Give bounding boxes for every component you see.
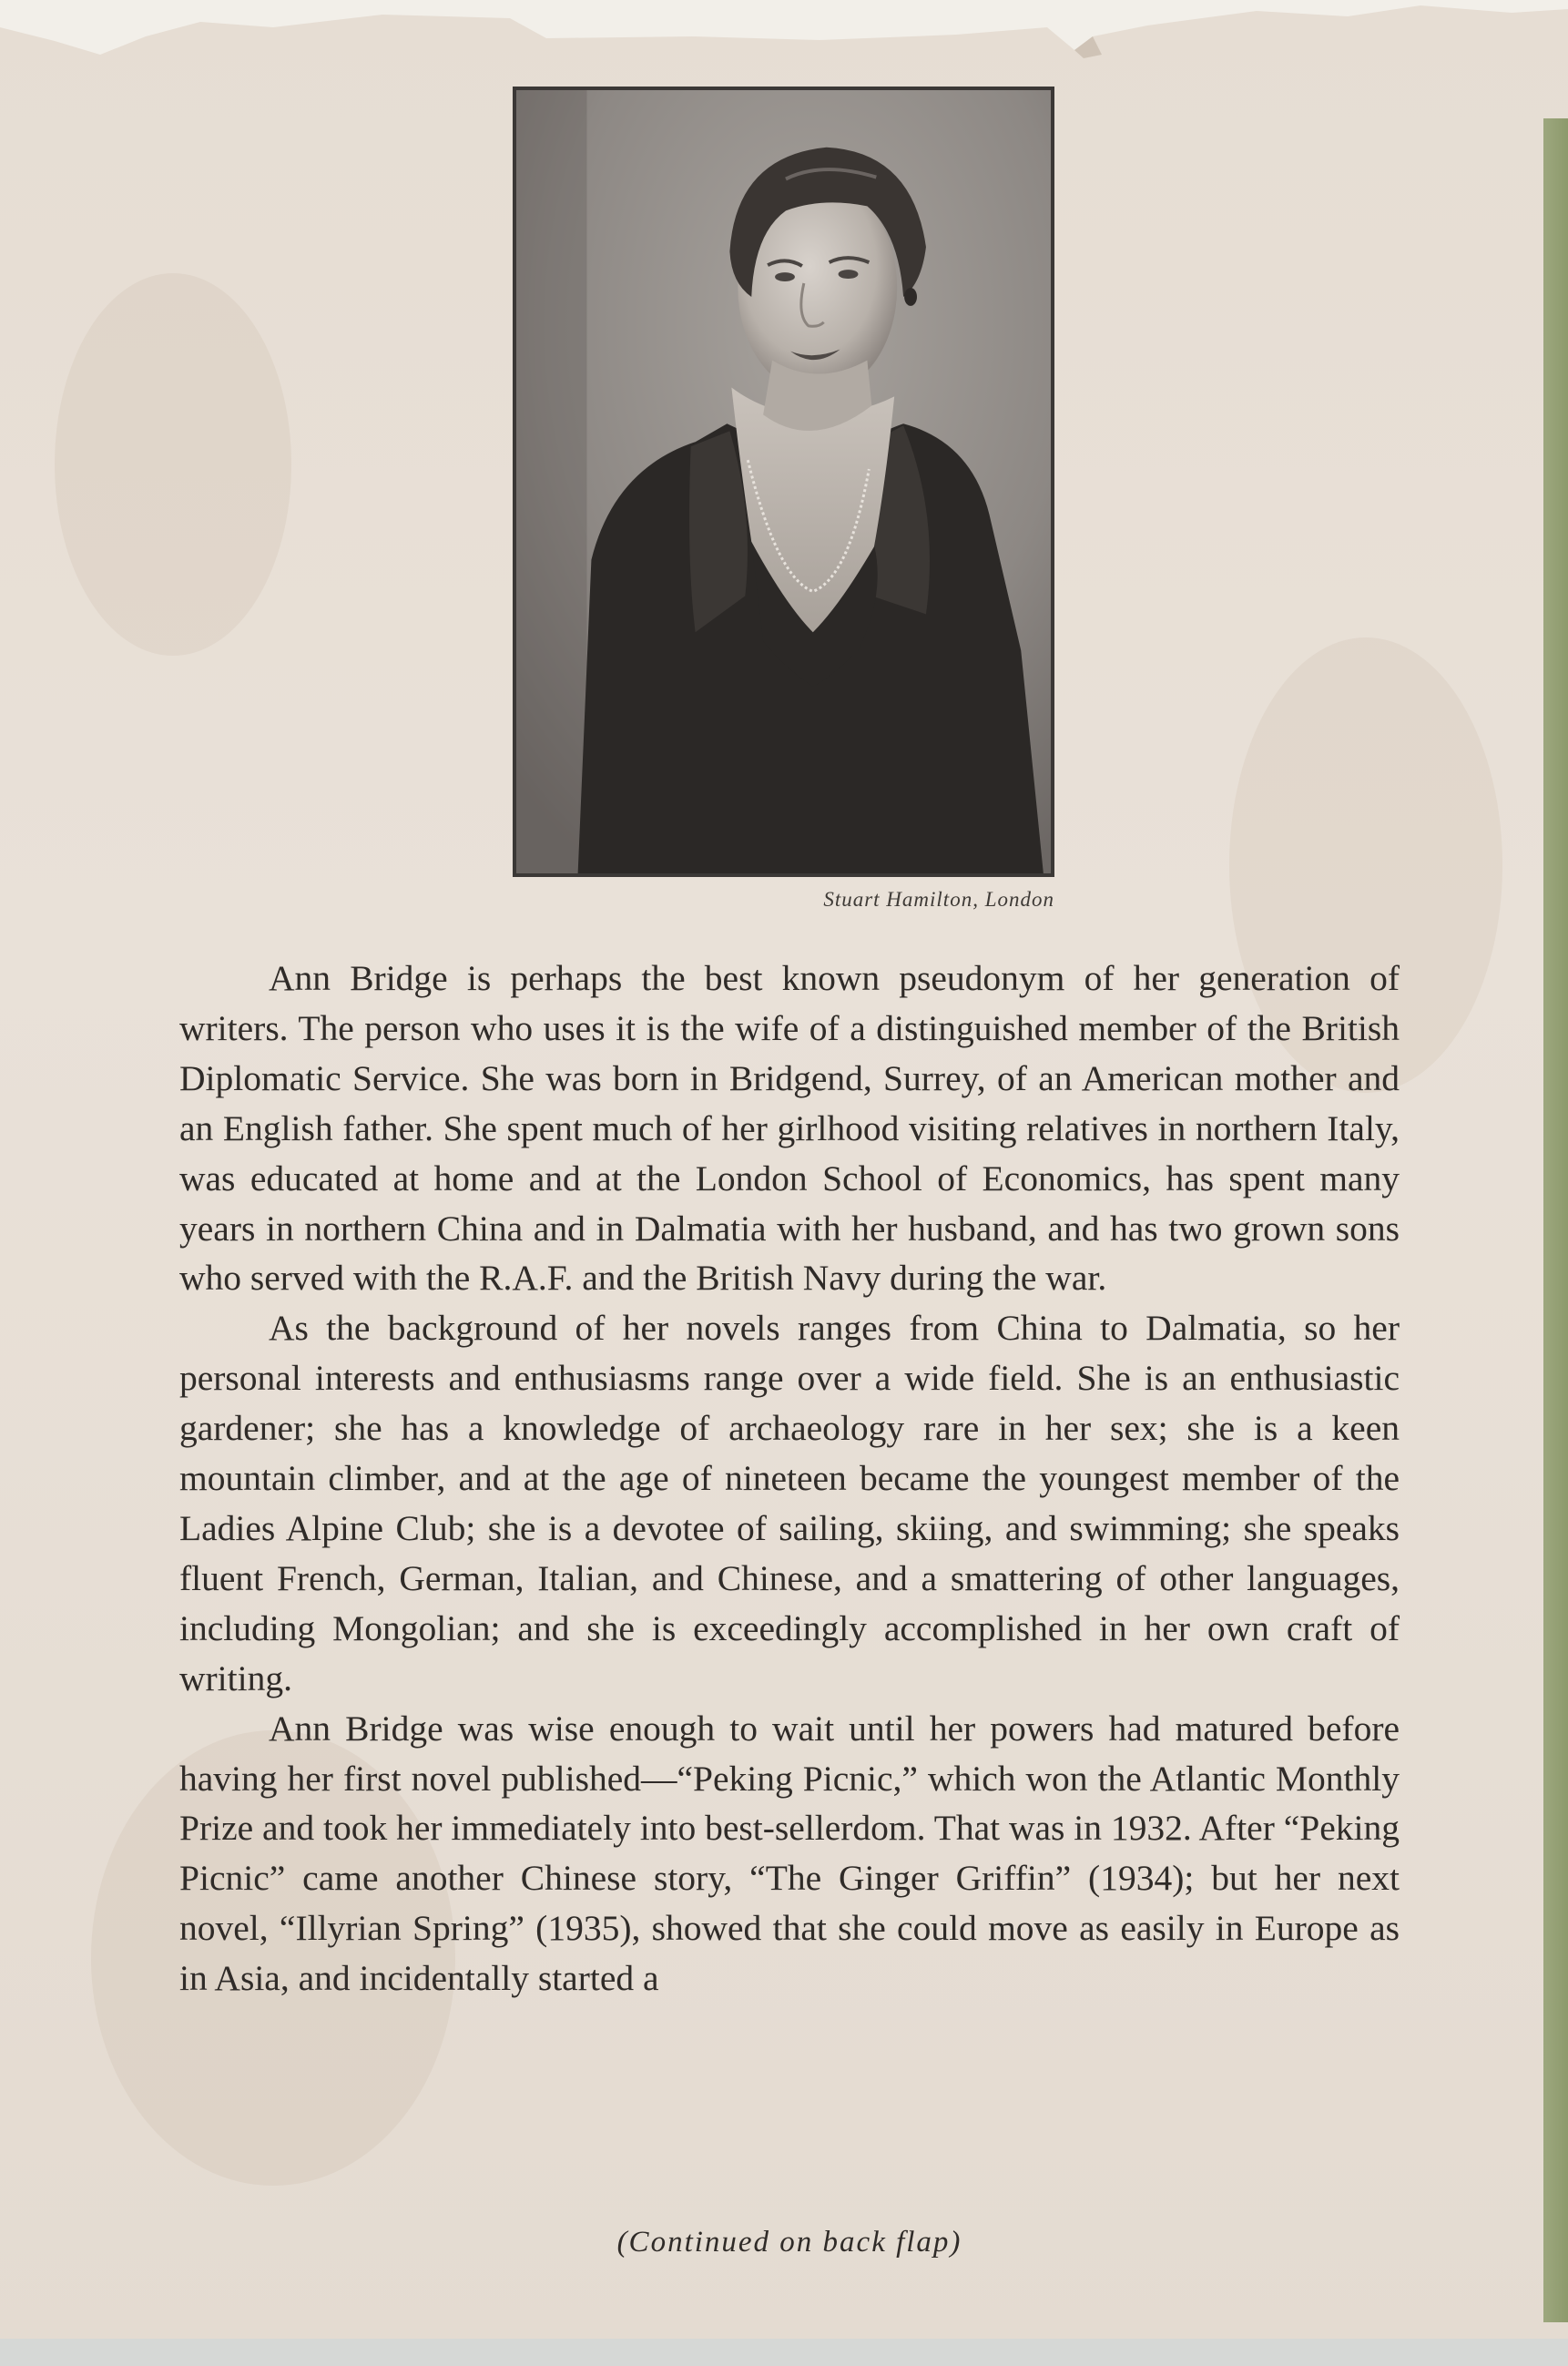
portrait-image [514,88,1053,875]
torn-top-edge [0,0,1568,64]
author-biography [179,954,1400,2004]
spine-edge [1543,118,1568,2322]
author-portrait [513,87,1054,877]
scan-background [0,2339,1568,2366]
bio-paragraph-2: As the background of her novels ranges from China to Dalmatia, so her personal interests and enthusiasms range over a wide field. She is an enthusiastic gardener; she has a knowledge of archaeology rare in her sex; she is a keen mountain climber, and at the age of nineteen became the youngest member of the Ladies Alpine Club; she is a devotee of sailing, skiing, and swimming; she speaks fluent French, German, Italian, and Chinese, and a smattering of other languages, including Mongolian; and she is exceedingly accomplished in her own craft of writing. [179,1308,1400,1698]
bio-paragraph-3: Ann Bridge was wise enough to wait until her powers had matured before having her first novel published—“Peking Picnic,” which won the Atlantic Monthly Prize and took her immediately into best-sellerdom. That was in 1932. After “Peking Picnic” came another Chinese story, “The Ginger Griffin” (1934); but her next novel, “Illyrian Spring” (1935), showed that she could move as easily in Europe as in Asia, and incidentally started a [179,1708,1400,1999]
continued-note: (Continued on back flap) [616,2226,962,2259]
bio-paragraph-1: Ann Bridge is perhaps the best known pseudonym of her generation of writers. The person who uses it is the wife of a distinguished member of the British Diplomatic Service. She was born in Bridgend, Surrey, of an American mother and an English father. She spent much of her girlhood visiting relatives in northern Italy, was educated at home and at the London School of Economics, has spent many years in northern China and in Dalmatia with her husband, and has two grown sons who served with the R.A.F. and the British Navy during the war. [179,958,1400,1299]
photo-credit: Stuart Hamilton, London [823,888,1054,911]
paper-stain [55,273,291,656]
